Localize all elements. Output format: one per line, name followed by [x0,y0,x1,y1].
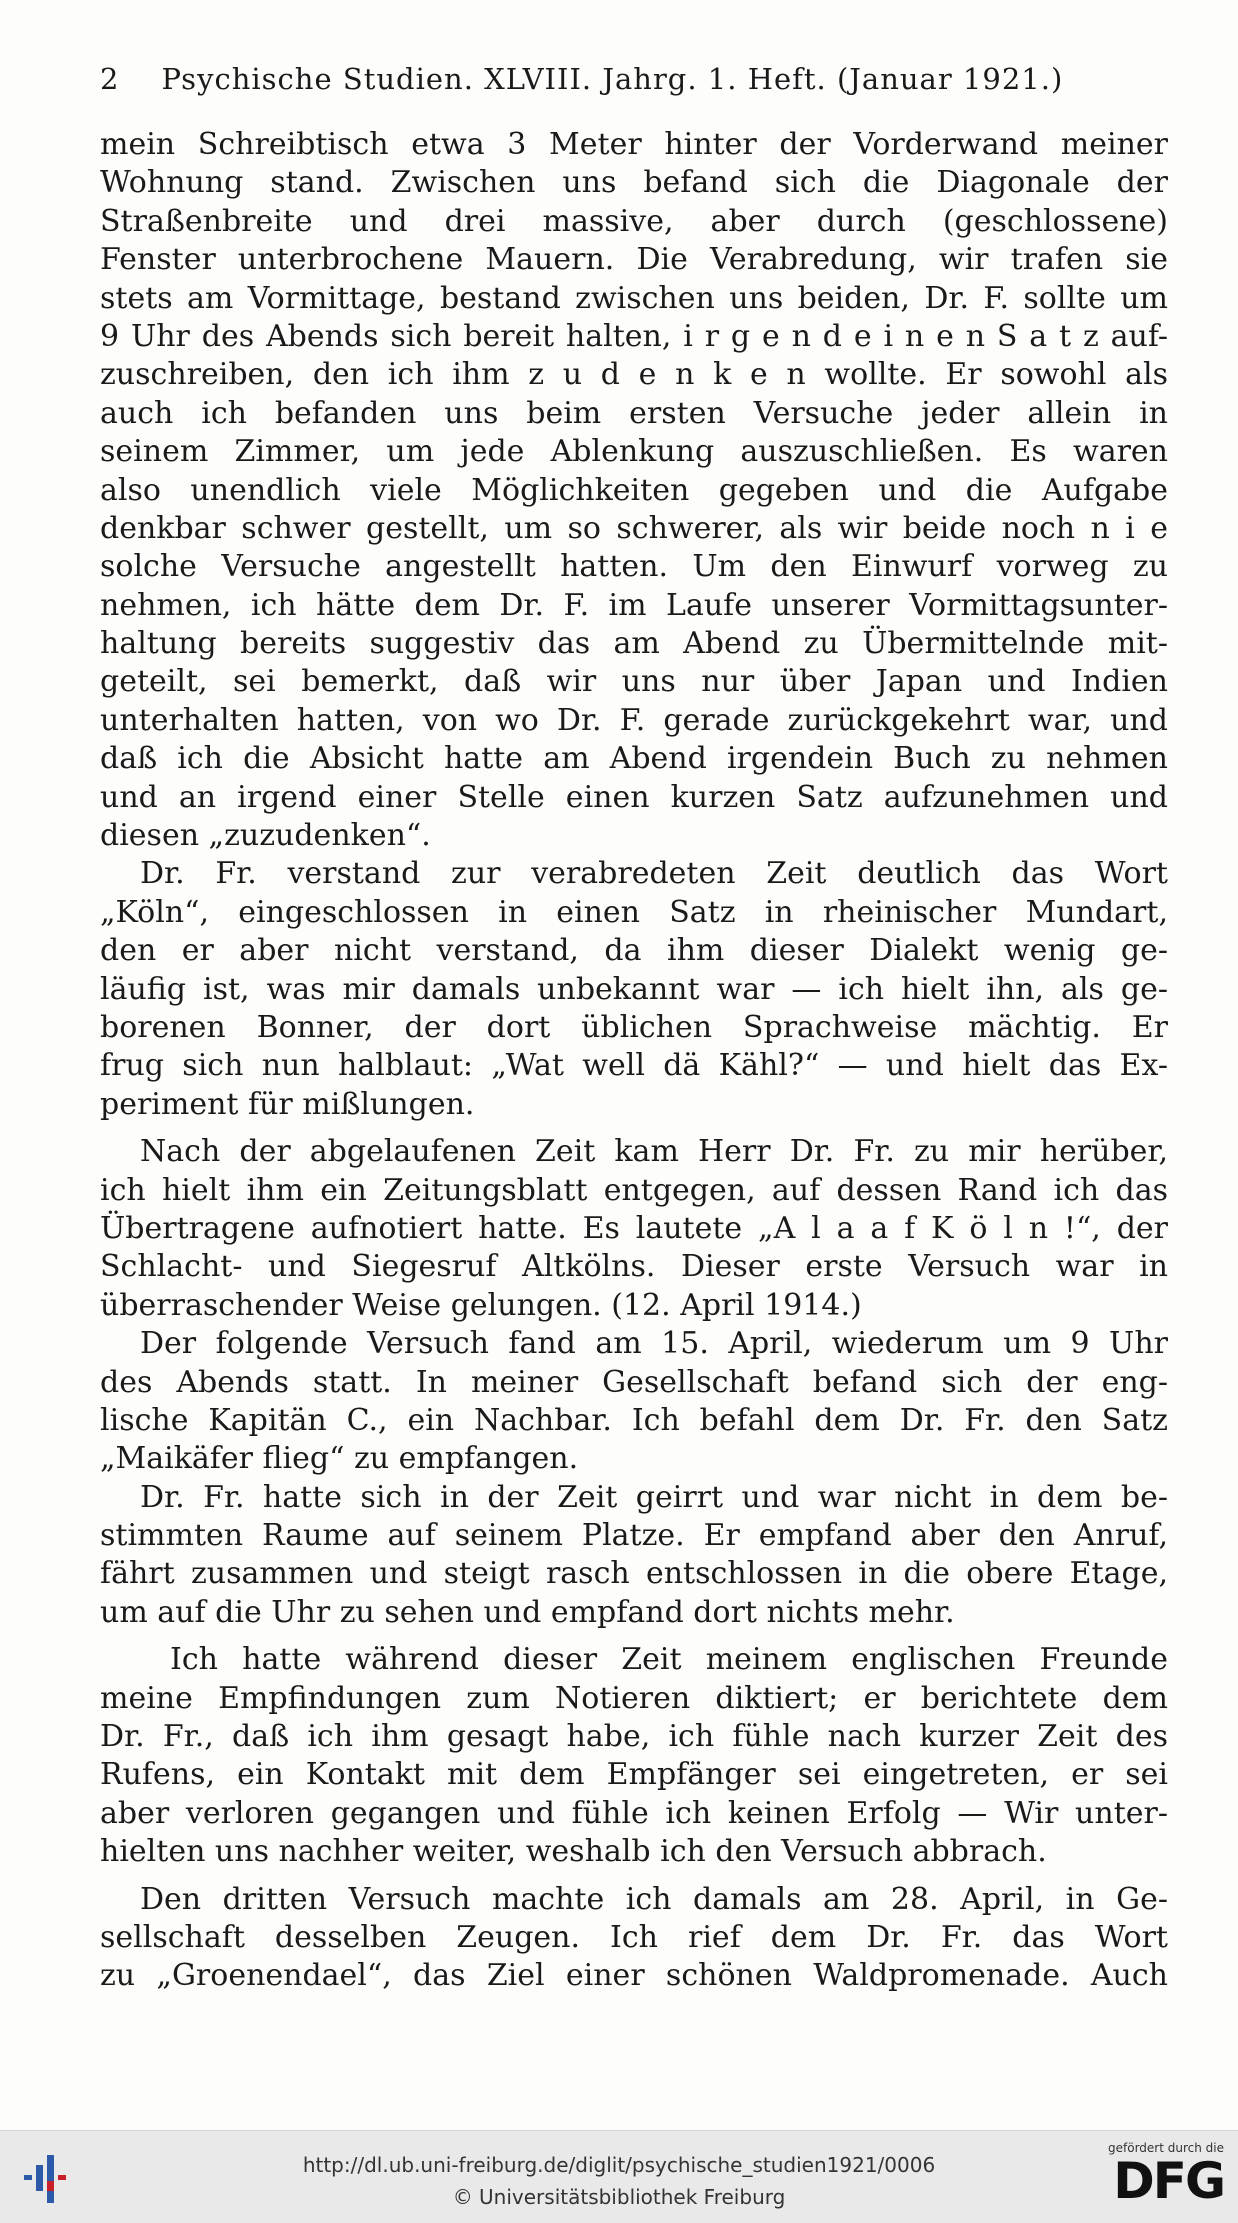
text-line: Rufens, ein Kontakt mit dem Empfänger sei eingetreten, er sei [100,1757,1168,1793]
paragraph [100,1881,1168,1996]
text-line: Dr. Fr., daß ich ihm gesagt habe, ich fühle nach kurzer Zeit des [100,1719,1168,1755]
paragraph [100,1133,1168,1325]
text-line: frug sich nun halblaut: „Wat well dä Kähl?“ — und hielt das Ex- [100,1048,1168,1084]
text-line: fährt zusammen und steigt rasch entschlossen in die obere Etage, [100,1556,1168,1592]
text-line: stets am Vormittage, bestand zwischen uns beiden, Dr. F. sollte um [100,280,1168,316]
text-line: zuschreiben, den ich ihm z u d e n k e n wollte. Er sowohl als [100,357,1168,393]
text-line: seinem Zimmer, um jede Ablenkung auszuschließen. Es waren [100,434,1168,470]
text-line: aber verloren gegangen und fühle ich keinen Erfolg — Wir unter- [100,1795,1168,1831]
text-line: Fenster unterbrochene Mauern. Die Verabredung, wir trafen sie [100,242,1168,278]
text-line: 9 Uhr des Abends sich bereit halten, i r g e n d e i n e n S a t z auf- [100,318,1168,354]
text-line: „Maikäfer flieg“ zu empfangen. [100,1441,579,1477]
text-line: stimmten Raume auf seinem Platze. Er empfand aber den Anruf, [100,1518,1168,1554]
text-line: meine Empfindungen zum Notieren diktiert; er berichtete dem [100,1680,1168,1716]
paragraph [100,1641,1168,1871]
text-line: also unendlich viele Möglichkeiten gegeben und die Aufgabe [100,472,1168,508]
text-line: Schlacht- und Siegesruf Altkölns. Dieser erste Versuch war in [100,1249,1168,1285]
funding-note: gefördert durch die [1108,2141,1224,2155]
text-line: „Köln“, eingeschlossen in einen Satz in rheinischer Mundart, [100,894,1168,930]
text-line: Den dritten Versuch machte ich damals am 28. April, in Ge- [140,1881,1168,1917]
body-text [100,126,1168,1996]
text-line: Nach der abgelaufenen Zeit kam Herr Dr. Fr. zu mir herüber, [140,1134,1168,1170]
text-line: läufig ist, was mir damals unbekannt war — ich hielt ihn, als ge- [100,971,1168,1007]
text-line: auch ich befanden uns beim ersten Versuche jeder allein in [100,395,1168,431]
text-line: zu „Groenendael“, das Ziel einer schönen Waldpromenade. Auch [100,1958,1168,1994]
text-line: denkbar schwer gestellt, um so schwerer, als wir beide noch n i e [100,510,1168,546]
paragraph [100,126,1168,855]
text-line: Dr. Fr. verstand zur verabredeten Zeit deutlich das Wort [140,856,1168,892]
text-line: nehmen, ich hätte dem Dr. F. im Laufe unserer Vormittagsunter- [100,587,1168,623]
text-line: Der folgende Versuch fand am 15. April, wiederum um 9 Uhr [140,1326,1168,1362]
text-line: periment für mißlungen. [100,1086,475,1122]
text-line: Wohnung stand. Zwischen uns befand sich die Diagonale der [100,165,1168,201]
text-line: Dr. Fr. hatte sich in der Zeit geirrt und war nicht in dem be- [140,1479,1168,1515]
text-line: haltung bereits suggestiv das am Abend zu Übermittelnde mit- [100,626,1168,662]
paragraph [100,1479,1168,1633]
text-line: des Abends statt. In meiner Gesellschaft befand sich der eng- [100,1364,1168,1400]
text-line: und an irgend einer Stelle einen kurzen Satz aufzunehmen und [100,779,1168,815]
text-line: überraschender Weise gelungen. (12. April 1914.) [100,1287,862,1323]
running-title: Psychische Studien. XLVIII. Jahrg. 1. Heft. (Januar 1921.) [161,62,1064,96]
text-line: lische Kapitän C., ein Nachbar. Ich befahl dem Dr. Fr. den Satz [100,1402,1168,1438]
text-line: mein Schreibtisch etwa 3 Meter hinter der Vorderwand meiner [100,127,1168,162]
text-line: um auf die Uhr zu sehen und empfand dort nichts mehr. [100,1594,955,1630]
text-line: Straßenbreite und drei massive, aber durch (geschlossene) [100,203,1168,239]
text-line: Ich hatte während dieser Zeit meinem englischen Freunde [170,1642,1168,1678]
text-line: sellschaft desselben Zeugen. Ich rief dem Dr. Fr. das Wort [100,1919,1168,1955]
running-header [100,62,1170,96]
viewer-footer [0,2130,1238,2223]
text-line: hielten uns nachher weiter, weshalb ich den Versuch abbrach. [100,1834,1047,1870]
text-line: ich hielt ihm ein Zeitungsblatt entgegen, auf dessen Rand ich das [100,1172,1168,1208]
text-line: solche Versuche angestellt hatten. Um den Einwurf vorweg zu [100,549,1168,585]
text-line: unterhalten hatten, von wo Dr. F. gerade zurückgekehrt war, und [100,702,1168,738]
dfg-logo: DFG [1113,2152,1224,2210]
text-line: diesen „zuzudenken“. [100,818,431,854]
text-line: daß ich die Absicht hatte am Abend irgendein Buch zu nehmen [100,741,1168,777]
paragraph [100,855,1168,1124]
dfg-funding [1094,2139,1224,2219]
permalink-url[interactable]: http://dl.ub.uni-freiburg.de/diglit/psychische_studien1921/0006 [302,2153,936,2177]
text-line: Übertragene aufnotiert hatte. Es lautete „A l a a f K ö l n !“, der [100,1210,1168,1246]
page-number: 2 [100,62,120,96]
text-line: borenen Bonner, der dort üblichen Sprachweise mächtig. Er [100,1009,1168,1045]
copyright-notice: © Universitätsbibliothek Freiburg [452,2185,786,2209]
paragraph [100,1325,1168,1479]
text-line: den er aber nicht verstand, da ihm dieser Dialekt wenig ge- [100,933,1168,969]
text-line: geteilt, sei bemerkt, daß wir uns nur über Japan und Indien [100,664,1168,700]
